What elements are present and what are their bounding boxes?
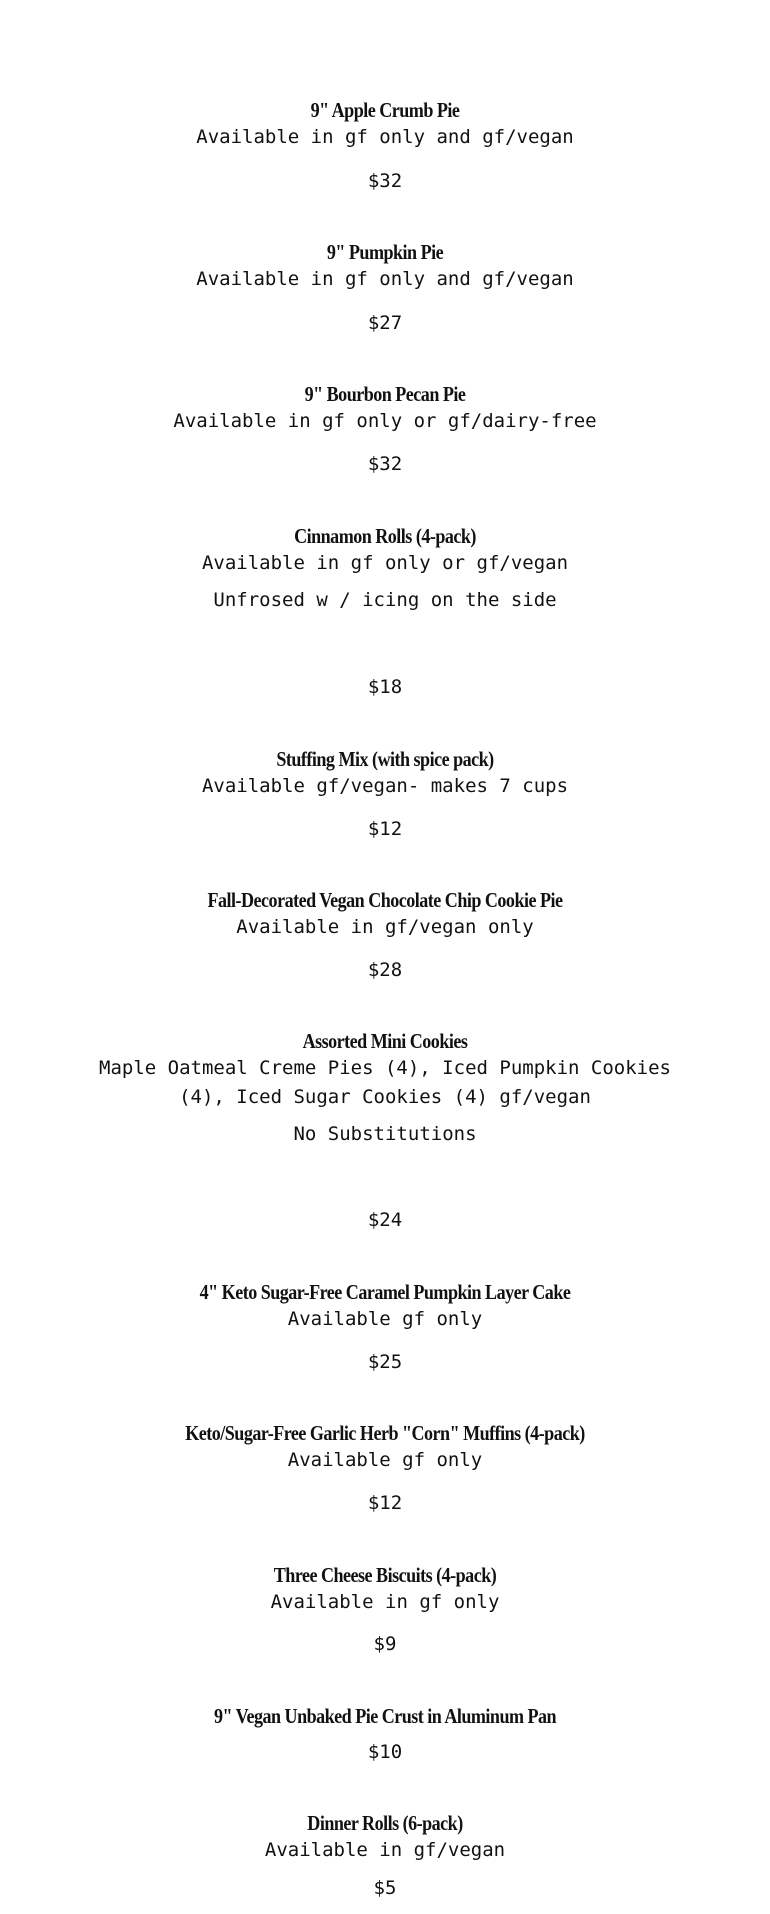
menu-item-pie-crust — [0, 1703, 770, 1729]
item-price: $32 — [367, 453, 403, 475]
item-title: Stuffing Mix (with spice pack) — [276, 747, 494, 771]
item-description: Available in gf/vegan only — [236, 916, 534, 938]
item-description: Available in gf only and gf/vegan — [196, 268, 574, 290]
menu-item-corn-muffins — [0, 1420, 770, 1475]
item-description: Available in gf only or gf/dairy-free — [173, 410, 597, 432]
menu-item-pumpkin-pie — [0, 239, 770, 294]
item-title: Three Cheese Biscuits (4-pack) — [273, 1563, 497, 1587]
item-price: $12 — [367, 818, 403, 840]
menu-item-cookie-pie — [0, 887, 770, 942]
item-description-line-2: (4), Iced Sugar Cookies (4) gf/vegan — [179, 1086, 591, 1108]
item-title: 9" Apple Crumb Pie — [310, 98, 460, 122]
item-price: $12 — [367, 1492, 403, 1514]
menu-item-assorted-mini-cookies — [0, 1028, 770, 1149]
menu-item-keto-pumpkin-cake — [0, 1279, 770, 1334]
item-title: 9" Bourbon Pecan Pie — [304, 382, 466, 406]
menu-item-dinner-rolls — [0, 1810, 770, 1865]
item-title: Cinnamon Rolls (4-pack) — [294, 524, 476, 548]
item-note: No Substitutions — [293, 1123, 477, 1145]
item-price: $5 — [373, 1877, 397, 1899]
item-price: $28 — [367, 959, 403, 981]
item-title: 9" Pumpkin Pie — [326, 240, 444, 264]
item-description: Available in gf only — [270, 1591, 500, 1613]
menu-item-three-cheese-biscuits — [0, 1562, 770, 1617]
item-description: Available gf only — [287, 1449, 483, 1471]
item-title: Fall-Decorated Vegan Chocolate Chip Cookie Pie — [207, 888, 563, 912]
item-title: Dinner Rolls (6-pack) — [307, 1811, 463, 1835]
menu-item-apple-crumb-pie — [0, 97, 770, 152]
menu-item-bourbon-pecan-pie — [0, 381, 770, 436]
item-title: 4" Keto Sugar-Free Caramel Pumpkin Layer Cake — [199, 1280, 571, 1304]
menu-item-cinnamon-rolls — [0, 523, 770, 615]
item-description: Available in gf/vegan — [264, 1839, 506, 1861]
item-title: 9" Vegan Unbaked Pie Crust in Aluminum Pan — [213, 1704, 557, 1728]
item-description: Maple Oatmeal Creme Pies (4), Iced Pumpkin Cookies — [99, 1057, 671, 1079]
item-title: Keto/Sugar-Free Garlic Herb "Corn" Muffins (4-pack) — [185, 1421, 585, 1445]
item-description: Available gf/vegan- makes 7 cups — [201, 775, 569, 797]
item-description: Available in gf only or gf/vegan — [201, 552, 569, 574]
item-price: $10 — [367, 1741, 403, 1763]
item-description: Available gf only — [287, 1308, 483, 1330]
item-price: $9 — [373, 1633, 397, 1655]
item-note: Unfrosed w / icing on the side — [213, 589, 557, 611]
item-price: $25 — [367, 1351, 403, 1373]
item-price: $24 — [367, 1209, 403, 1231]
item-price: $32 — [367, 170, 403, 192]
item-title: Assorted Mini Cookies — [302, 1029, 468, 1053]
menu-item-stuffing-mix — [0, 746, 770, 801]
item-price: $18 — [367, 676, 403, 698]
item-description: Available in gf only and gf/vegan — [196, 126, 574, 148]
item-price: $27 — [367, 312, 403, 334]
